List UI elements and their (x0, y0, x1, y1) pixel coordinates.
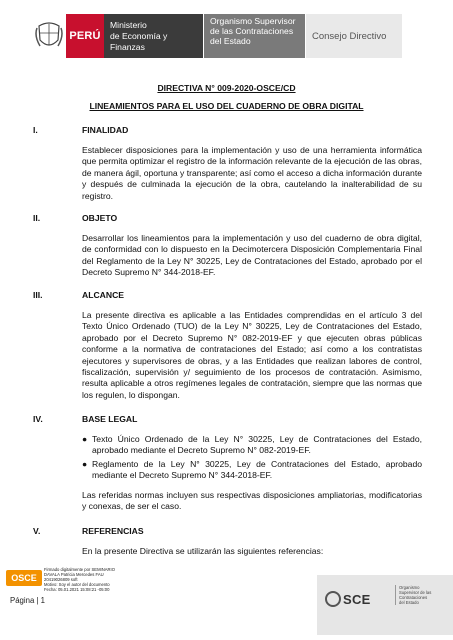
section-heading (33, 213, 117, 223)
osce-circle-icon (325, 591, 341, 607)
ministry-label (104, 14, 203, 58)
signature-line: Fecha: 05.01.2021 15:08:21 -05:00 (44, 587, 110, 592)
section-title: FINALIDAD (82, 125, 129, 135)
agency-line: del Estado (210, 36, 251, 46)
osce-wordmark: SCE (343, 591, 371, 607)
digital-signature (44, 567, 134, 592)
section-heading (33, 526, 144, 536)
ministry-line: de Economía y Finanzas (110, 31, 168, 52)
page-number: Página | 1 (10, 596, 45, 605)
section-title: BASE LEGAL (82, 414, 138, 424)
section-number: III. (33, 290, 43, 300)
section-title: REFERENCIAS (82, 526, 144, 536)
section-paragraph: La presente directiva es aplicable a las Entidades comprendidas en el artículo 3 del Texto Único Ordenado (TUO) de la Ley N° 30225, Ley de Contrataciones del Estado, aprobado por el Decreto Supremo N° 082-2019-EF y que ejecuten obras públicas conforme a la normativa de contrataciones del Estado; así como a los contratistas ejecutores y supervisores de obras, y a las Entidades que realizan labores de control, fiscalización, supervisión y/ seguimiento de los procesos de contratación. Asimismo, resulta aplicable a otros regímenes legales de contratación, siempre que las normas que los regulen, lo dispongan. (82, 310, 422, 400)
section-number: IV. (33, 414, 43, 424)
signature-line: DAVALA Patricia Mercedes FAU (44, 572, 104, 577)
list-item (82, 434, 422, 457)
ministry-line: Ministerio (110, 20, 147, 30)
signature-line: Firmado digitalmente por SEMINARIO (44, 567, 115, 572)
section-paragraph: Desarrollar los lineamientos para la implementación y uso del cuaderno de obra digital, de conformidad con lo dispuesto en la Decimotercera Disposición Complementaria Final del Reglamento de la Ley N° 30225, Ley de Contrataciones del Estado, aprobado por el Decreto Supremo N° 344-2018-EF. (82, 233, 422, 278)
council-label: Consejo Directivo (306, 14, 402, 58)
section-heading (33, 125, 128, 135)
list-item-text: Texto Único Ordenado de la Ley N° 30225, Ley de Contrataciones del Estado, aprobado mediante el Decreto Supremo N° 082-2019-EF. (92, 434, 422, 456)
section-paragraph: Establecer disposiciones para la implementación y uso de una herramienta informática que permita optimizar el registro de la información relevante de la ejecución de las obras, de manera ágil, oportuna y transparente; así como el acceso a dicha información durante y después de culminada la ejecución de la obra, cautelando la inalterabilidad de su registro. (82, 145, 422, 201)
osce-subtitle (395, 585, 445, 605)
agency-line: Organismo Supervisor (210, 16, 296, 26)
agency-line: de las Contrataciones (210, 26, 294, 36)
bullet-icon: ● (82, 434, 88, 444)
section-heading (33, 414, 137, 424)
section-heading (33, 290, 124, 300)
coat-of-arms-icon (32, 14, 66, 58)
signature-line: 20419026809 soft (44, 577, 78, 582)
osce-logo (325, 591, 371, 607)
section-number: II. (33, 213, 41, 223)
legal-basis-list (82, 434, 422, 484)
section-paragraph: Las referidas normas incluyen sus respectivas disposiciones ampliatorias, modificatorias y conexas, de ser el caso. (82, 490, 422, 512)
list-item-text: Reglamento de la Ley N° 30225, Ley de Contrataciones del Estado, aprobado mediante el Decreto Supremo N° 344-2018-EF. (92, 458, 422, 481)
osce-subtitle-line: Organismo (399, 585, 420, 590)
list-item (82, 459, 422, 482)
osce-subtitle-line: del Estado (399, 600, 419, 605)
directive-title: LINEAMIENTOS PARA EL USO DEL CUADERNO DE OBRA DIGITAL (89, 101, 364, 111)
agency-label (204, 14, 305, 58)
section-number: V. (33, 526, 41, 536)
directive-code: DIRECTIVA N° 009-2020-OSCE/CD (157, 83, 296, 93)
header-banner (32, 14, 402, 58)
osce-subtitle-line: Contrataciones (399, 595, 428, 600)
country-label: PERÚ (66, 14, 104, 58)
section-title: OBJETO (82, 213, 118, 223)
section-paragraph: En la presente Directiva se utilizarán las siguientes referencias: (82, 546, 324, 556)
signature-logo: OSCE (6, 570, 42, 586)
section-number: I. (33, 125, 38, 135)
bullet-icon: ● (82, 458, 88, 469)
signature-line: Motivo: Soy el autor del documento (44, 582, 110, 587)
section-title: ALCANCE (82, 290, 125, 300)
osce-subtitle-line: Supervisor de las (399, 590, 432, 595)
